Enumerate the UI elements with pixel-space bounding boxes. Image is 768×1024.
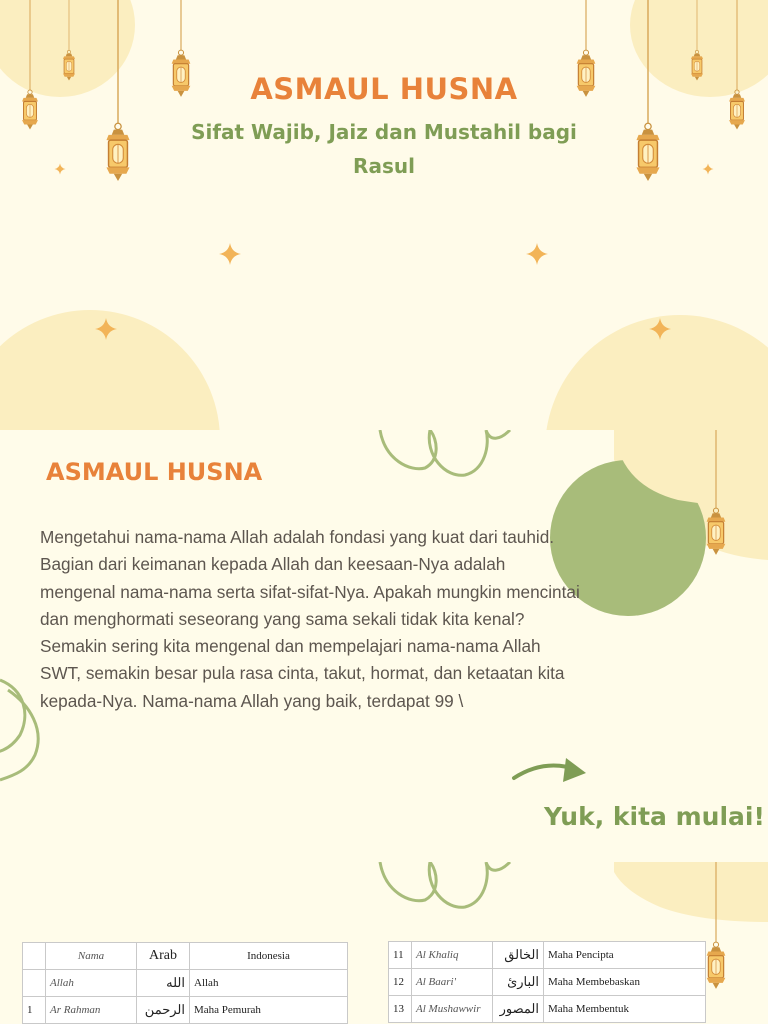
cell-no: 13 (389, 996, 412, 1023)
sparkle-star-icon (55, 164, 66, 175)
cell-indonesia: Maha Pencipta (544, 942, 706, 969)
header-no (23, 943, 46, 970)
header-indonesia: Indonesia (190, 943, 348, 970)
header-nama: Nama (46, 943, 137, 970)
swirl-line-decoration (380, 862, 510, 907)
cover-slide (0, 0, 768, 430)
intro-paragraph: Mengetahui nama-nama Allah adalah fondasi yang kuat dari tauhid. Bagian dari keimanan kepada Allah dan keesaan-Nya adalah mengenal nama-nama serta sifat-sifat-Nya. Apakah mungkin mencintai dan menghormati seseorang yang sama sekali tidak kita kenal? Semakin sering kita mengenal dan mempelajari nama-nama Allah SWT, semakin besar pula rasa cinta, takut, hormat, dan ketaatan kita kepada-Nya. Nama-nama Allah yang baik, terdapat 99 \ (40, 527, 580, 711)
swirl-line-decoration (380, 430, 510, 475)
cell-arab: الله (137, 970, 190, 997)
table-row (389, 996, 706, 1023)
cell-nama: Al Mushawwir (412, 996, 493, 1023)
cell-nama: Al Khaliq (412, 942, 493, 969)
header-arab: Arab (137, 943, 190, 970)
cell-nama: Al Baari' (412, 969, 493, 996)
table-row (389, 942, 706, 969)
sparkle-star-icon (703, 164, 714, 175)
cell-indonesia: Maha Membebaskan (544, 969, 706, 996)
table-slide (0, 862, 768, 1024)
cell-nama: Ar Rahman (46, 997, 137, 1024)
cover-subtitle: Sifat Wajib, Jaiz dan Mustahil bagi Rasul (191, 120, 577, 178)
cell-arab: الرحمن (137, 997, 190, 1024)
table-header-row (23, 943, 348, 970)
cell-arab: الخالق (493, 942, 544, 969)
cell-no: 1 (23, 997, 46, 1024)
cell-no (23, 970, 46, 997)
table-row (23, 970, 348, 997)
sparkle-star-icon (526, 243, 548, 265)
cell-no: 12 (389, 969, 412, 996)
cover-decorations (0, 0, 768, 430)
swirl-line-decoration (0, 680, 38, 780)
cell-indonesia: Maha Membentuk (544, 996, 706, 1023)
table-row (23, 997, 348, 1024)
corner-blob-top-right (614, 862, 768, 922)
arrow-right-icon (514, 758, 586, 782)
cover-title: ASMAUL HUSNA (250, 72, 518, 106)
intro-slide (0, 430, 768, 862)
table-row (389, 969, 706, 996)
cell-no: 11 (389, 942, 412, 969)
sparkle-star-icon (219, 243, 241, 265)
asmaul-husna-table-left (22, 942, 348, 1024)
cta-text: Yuk, kita mulai! (544, 802, 765, 831)
cell-indonesia: Maha Pemurah (190, 997, 348, 1024)
intro-title: ASMAUL HUSNA (46, 458, 263, 486)
asmaul-husna-table-right (388, 941, 706, 1023)
cell-indonesia: Allah (190, 970, 348, 997)
cell-arab: المصور (493, 996, 544, 1023)
cell-nama: Allah (46, 970, 137, 997)
cell-arab: البارئ (493, 969, 544, 996)
